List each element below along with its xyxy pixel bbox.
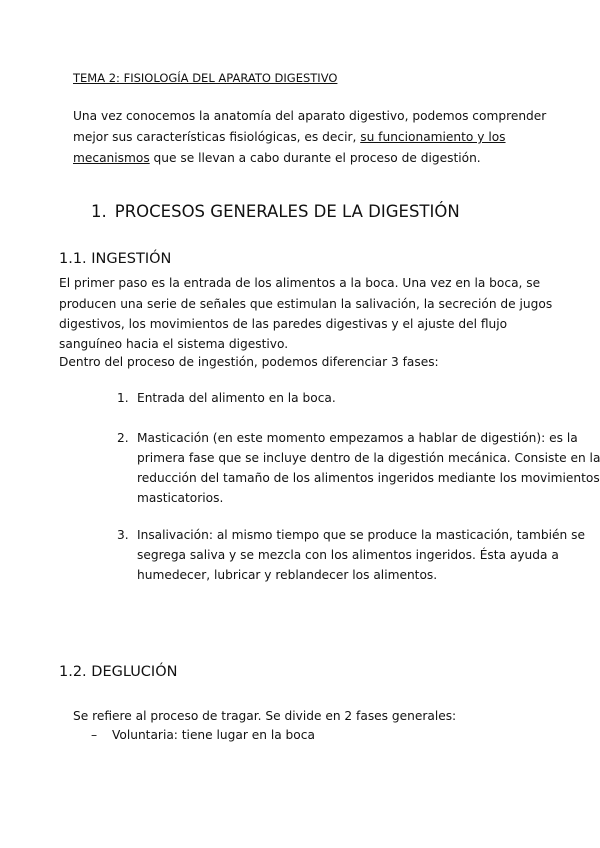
deglucion-bullet-1: Voluntaria: tiene lugar en la boca	[112, 728, 315, 742]
ingestion-line-3: digestivos, los movimientos de las paredes digestivas y el ajuste del flujo	[59, 317, 508, 331]
intro-line-1: Una vez conocemos la anatomía del aparato digestivo, podemos comprender	[73, 109, 547, 123]
phase-text-line: Entrada del alimento en la boca.	[137, 391, 336, 405]
intro-underlined-text-2: mecanismos	[73, 151, 150, 165]
ingestion-line-1: El primer paso es la entrada de los alimentos a la boca. Una vez en la boca, se	[59, 276, 541, 290]
ingestion-line-4: sanguíneo hacia el sistema digestivo.	[59, 337, 289, 351]
intro-line-2	[73, 127, 506, 147]
intro-line-3	[73, 148, 481, 168]
bullet-marker: –	[91, 728, 98, 742]
phase-text-line: Insalivación: al mismo tiempo que se produce la masticación, también se	[137, 528, 585, 542]
phase-text-line: primera fase que se incluye dentro de la digestión mecánica. Consiste en la	[137, 451, 600, 465]
intro-line-3-text: que se llevan a cabo durante el proceso de digestión.	[149, 151, 481, 165]
section-heading	[91, 202, 460, 221]
phase-text-line: masticatorios.	[137, 491, 224, 505]
phase-number: 3.	[117, 528, 129, 542]
phase-text-line: reducción del tamaño de los alimentos ingeridos mediante los movimientos	[137, 471, 600, 485]
document-title: TEMA 2: FISIOLOGÍA DEL APARATO DIGESTIVO	[73, 71, 338, 85]
phase-text-line: segrega saliva y se mezcla con los alimentos ingeridos. Ésta ayuda a	[137, 548, 559, 562]
intro-underlined-text-1: su funcionamiento y los	[360, 130, 506, 144]
phase-number: 1.	[117, 391, 129, 405]
phase-number: 2.	[117, 431, 129, 445]
subsection-heading-ingestion: 1.1. INGESTIÓN	[59, 251, 172, 267]
subsection-heading-deglucion: 1.2. DEGLUCIÓN	[59, 664, 178, 680]
ingestion-line-5: Dentro del proceso de ingestión, podemos diferenciar 3 fases:	[59, 355, 439, 369]
section-heading-text: PROCESOS GENERALES DE LA DIGESTIÓN	[114, 202, 460, 221]
ingestion-line-2: producen una serie de señales que estimulan la salivación, la secreción de jugos	[59, 297, 553, 311]
intro-line-2-text: mejor sus características fisiológicas, es decir,	[73, 130, 361, 144]
phase-text-line: Masticación (en este momento empezamos a hablar de digestión): es la	[137, 431, 578, 445]
section-number: 1.	[91, 202, 107, 221]
deglucion-intro: Se refiere al proceso de tragar. Se divide en 2 fases generales:	[73, 709, 457, 723]
phase-text-line: humedecer, lubricar y reblandecer los alimentos.	[137, 568, 438, 582]
